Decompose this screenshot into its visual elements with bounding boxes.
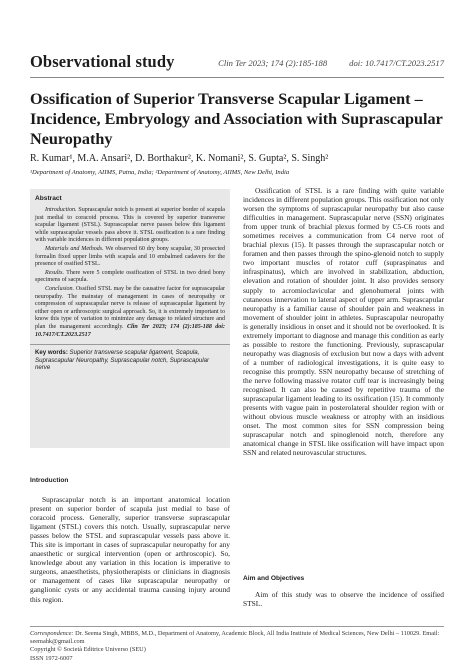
keywords-label: Key words: xyxy=(35,349,68,357)
correspondence xyxy=(30,630,444,646)
aims-heading: Aim and Objectives xyxy=(243,575,305,582)
page-header xyxy=(30,52,444,74)
keywords-divider xyxy=(30,344,230,345)
footer-divider xyxy=(30,626,444,627)
issn: ISSN 1972-6007 xyxy=(30,654,73,662)
abstract-introduction xyxy=(35,207,225,245)
abstract-methods-text: We observed 60 dry bony scapular, 30 prosected formalin fixed upper limbs with scapula and 10 embalmed cadavers for the presence of ossified STSL. xyxy=(35,245,225,268)
author-list: R. Kumar¹, M.A. Ansari², D. Borthakur², K. Nomani², S. Gupta², S. Singh² xyxy=(30,153,329,164)
abstract-conclusion-text: Ossified STSL may be the causative factor for suprascapular neuropathy. The mainstay of management in cases of neuropathy or compression of suprascapular nerve is release of suprascapular ligament by either open or arthroscopic surgical approach. So, it is extremely important to know this type of variation to minimize any damage to related structure and plan the management accordingly. xyxy=(35,285,225,330)
abstract-results-label: Results. xyxy=(45,269,64,276)
introduction-paragraph: Suprascapular notch is an important anatomical location present on superior border of scapula just medial to base of coracoid process. Generally, superior transverse suprascapular ligament (STSL) covers this notch. Usually, suprascapular nerve passes below the STSL and suprascapular vessels pass above it. This site is important in cases of suprascapular neuropathy for any anaesthetic or surgical intervention (open or arthroscopic). So, knowledge about any variation in this location is imperative to surgeons, anaesthetists, physiotherapists or clinicians in diagnosis or management of cases like suprascapular neuropathy or ganglionic cysts or any accidental trauma causing injury around this region. xyxy=(30,495,230,604)
abstract-box xyxy=(30,189,230,448)
page-footer xyxy=(30,630,444,663)
abstract-intro-label: Introduction. xyxy=(45,207,77,213)
correspondence-text: Dr. Seema Singh, MBBS, M.D., Department of Anatomy, Academic Block, All India Institute of Medical Sciences, New Delhi – 110029. Email: seemahk@gmail.com xyxy=(30,630,440,646)
article-title: Ossification of Superior Transverse Scapular Ligament – Incidence, Embryology and Association with Suprascapular Neuropathy xyxy=(30,90,443,148)
abstract-intro-text: Suprascapular notch is present at superior border of scapula just medial to coracoid process. This is covered by superior transverse scapular ligament (STSL). Suprascapular nerve passes below this ligament while suprascapular vessels pass above it. STSL ossification is a rare finding with variable incidences in different population groups. xyxy=(35,207,225,244)
journal-reference xyxy=(218,58,444,68)
section-label: Observational study xyxy=(30,52,175,71)
author-affiliations: ¹Department of Anatomy, AIIMS, Patna, India; ²Department of Anatomy, AIIMS, New Delhi, India xyxy=(30,169,290,176)
aims-paragraph: Aim of this study was to observe the incidence of ossified STSL. xyxy=(243,590,444,609)
abstract-citation: Clin Ter 2023; 174 (2):185-188 doi: 10.7417/CT.2023.2517 xyxy=(35,323,225,338)
abstract-body xyxy=(35,207,225,339)
abstract-methods xyxy=(35,246,225,269)
right-column-paragraph: Ossification of STSL is a rare finding with quite variable incidences in different population groups. This ossification not only worsen the symptoms of suprascapular neuropathy but also cause difficulties in management. Suprascapular nerve (SSN) originates from upper trunk of brachial plexus formed by C5-C6 roots and sometimes receives a communication from C4 nerve root of brachial plexus (15). It passes through the suprascapular notch or foramen and then passes through the spino-glenoid notch to supply two important muscles of rotator cuff (supraspinatus and infraspinatus), which are involved in stabilization, abduction, elevation and rotation of shoulder joint. It also provides sensory supply to acromioclavicular and glenohumeral joints with cutaneous innervation to lateral aspect of upper arm. Suprascapular neuropathy is a familiar cause of shoulder pain and weakness in movement of shoulder joint in athletes. Suprascapular neuropathy is generally insidious in onset and it should not be overlooked. It is extremely important to diagnose and manage this condition as early as possible to restore the functioning. Previously, suprascapular neuropathy was diagnosis of exclusion but now a days with advent of a number of radiological investigations, it is quite easy to recognise this promptly. SSN neuropathy because of stretching of the nerve following massive rotator cuff tear is increasingly being recognised. It can also be caused by repetitive trauma of the suprascapular ligament leading to its ossification (15). It commonly presents with vague pain in posterolateral shoulder region with or without obvious muscle weakness or atrophy with an insidious onset. The most common sites for SSN compression being suprascapular notch and spinoglenoid notch, therefore any anatomical change in STSL like ossification will have impact upon SSN and related neurovascular structures. xyxy=(243,186,444,458)
abstract-methods-label: Materials and Methods. xyxy=(45,245,104,252)
abstract-heading: Abstract xyxy=(35,195,62,202)
doi-link[interactable]: doi: 10.7417/CT.2023.2517 xyxy=(349,58,444,68)
keywords-text: Superior transverse scapular ligament, Scapula, Suprascapular Neuropathy, Suprascapular notch, Suprascapular nerve xyxy=(35,349,209,372)
abstract-conclusion xyxy=(35,286,225,339)
journal-citation: Clin Ter 2023; 174 (2):185-188 xyxy=(218,58,328,68)
abstract-results-text: There were 5 complete ossification of STSL in two dried bony specimens of sacpula. xyxy=(35,269,225,284)
abstract-results xyxy=(35,270,225,285)
introduction-heading: Introduction xyxy=(30,477,69,484)
correspondence-label: Correspondence: xyxy=(30,630,74,637)
abstract-conclusion-label: Conclusion. xyxy=(45,285,75,292)
keywords xyxy=(35,349,225,372)
copyright-notice: Copyright © Società Editrice Universo (SEU) xyxy=(30,646,146,654)
header-divider xyxy=(30,77,444,78)
